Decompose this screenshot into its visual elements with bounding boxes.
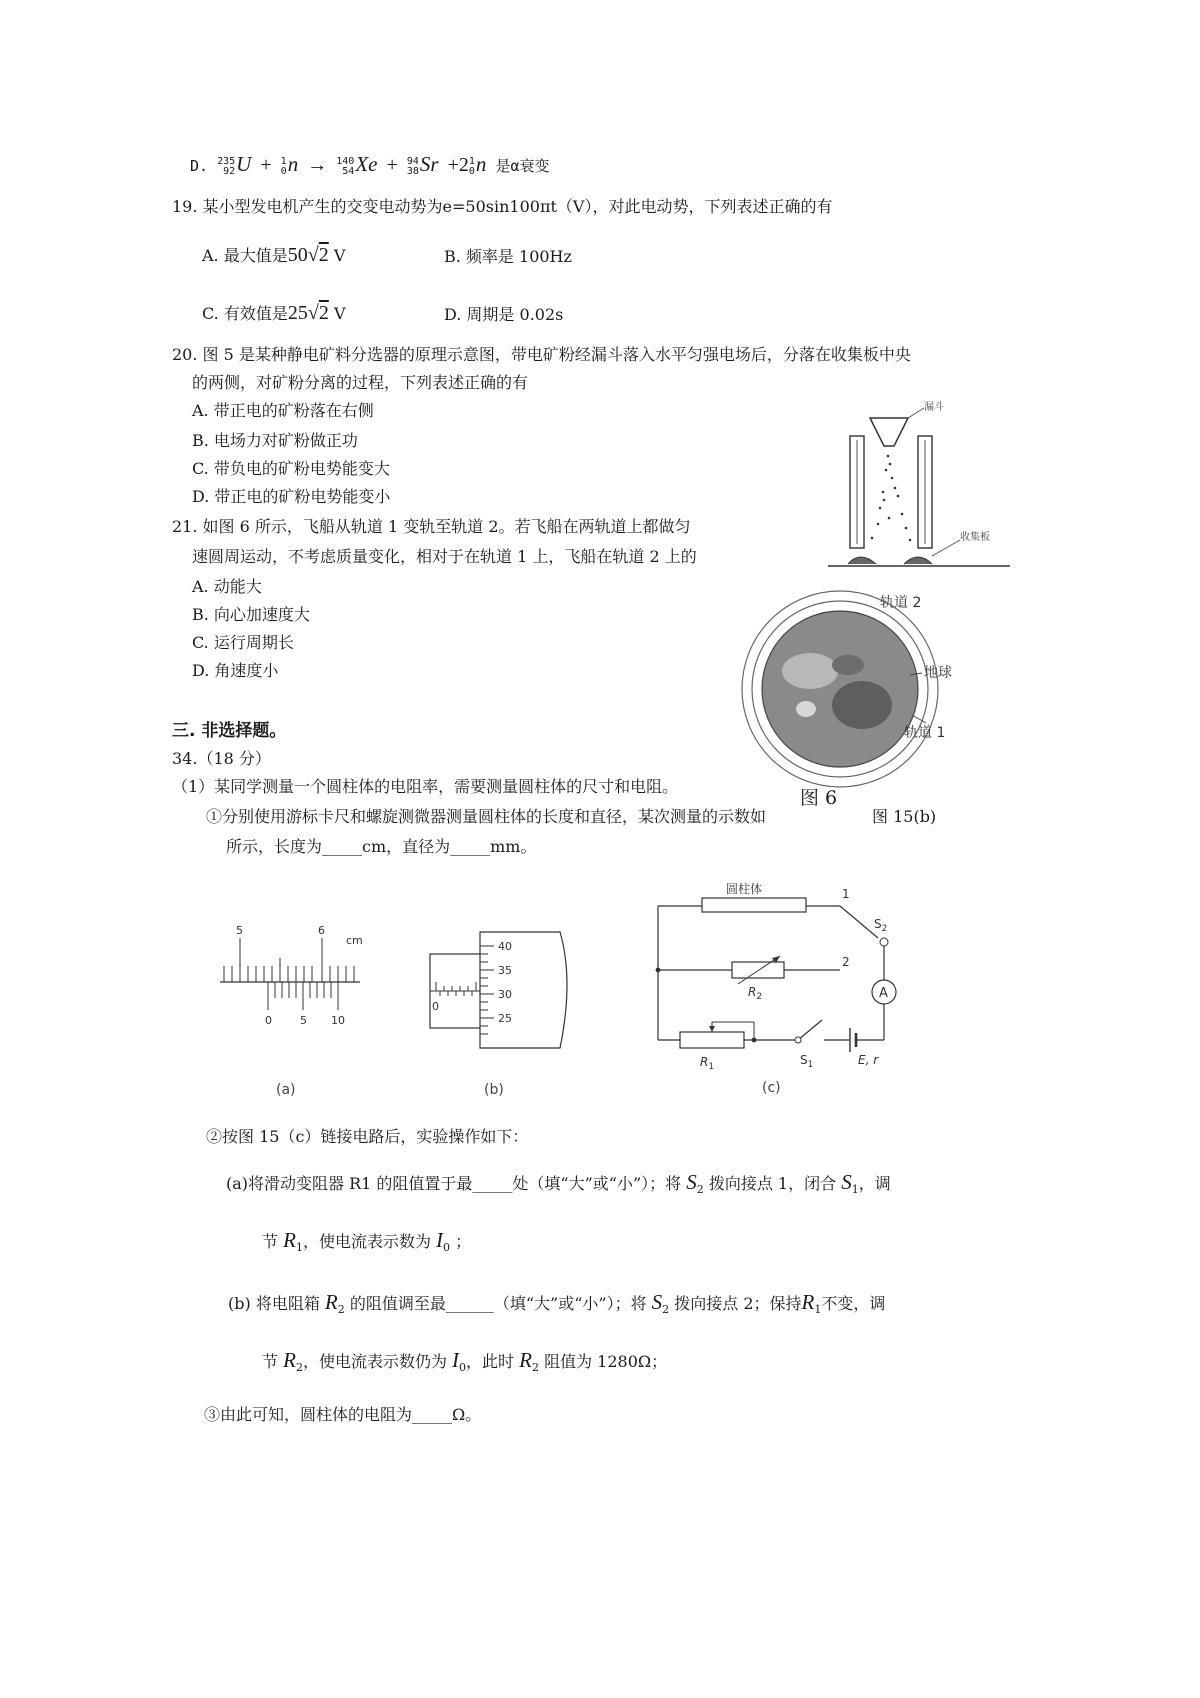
svg-text:5: 5: [300, 1014, 307, 1027]
svg-text:cm: cm: [346, 934, 363, 947]
micrometer-figure: [420, 910, 590, 1110]
nuclear-equation: 235 92U + 1 0n → 140 54Xe + 94 38Sr +21 0n: [217, 152, 487, 177]
figure-c-label: (c): [762, 1080, 781, 1096]
q20-stem-line2: 的两侧，对矿粉分离的过程，下列表述正确的有: [192, 373, 529, 392]
micrometer-thimble: [480, 932, 567, 1048]
q34-step3: ③由此可知，圆柱体的电阻为_____Ω。: [204, 1405, 482, 1424]
orbit-1-label: 轨道 1: [904, 725, 946, 741]
section-title: 三. 非选择题。: [172, 721, 287, 741]
main-scale-ticks: [224, 938, 354, 982]
orbit-2-label: 轨道 2: [880, 595, 922, 611]
sqrt-sign: √: [307, 302, 319, 324]
q19-option-d: D. 周期是 0.02s: [444, 305, 564, 324]
q34-step2-a-line2: 节 $R_1$，使电流表示数为 $I_0$ ；: [262, 1228, 472, 1254]
q20-option-b: B. 电场力对矿粉做正功: [192, 431, 358, 450]
svg-text:A: A: [879, 986, 888, 1001]
earth-label: 地球: [924, 665, 952, 681]
svg-text:R1: $R_1$: [700, 1055, 715, 1072]
q21-stem-line1: 21. 如图 6 所示，飞船从轨道 1 变轨至轨道 2。若飞船在两轨道上都做匀: [172, 517, 691, 536]
circuit-figure: [640, 870, 940, 1100]
q34-step2-b-line1: (b) 将电阻箱 $R_2$ 的阻值调至最______（填“大”或“小”）；将 $S_2$ 拨向接点 2；保持$R_1$不变，调: [228, 1290, 886, 1316]
q19-option-a: A. 最大值是50√2 V: [202, 244, 346, 266]
q34-step2-b-line2: 节 $R_2$，使电流表示数仍为 $I_0$，此时 $R_2$ 阻值为 1280Ω；: [262, 1348, 668, 1374]
rheostat-r1: [680, 1032, 744, 1048]
svg-text:R2: $R_2$: [748, 985, 763, 1002]
q34-step1-figref: 图 15(b): [872, 807, 937, 826]
funnel-label: 漏斗: [924, 402, 944, 413]
funnel-shape: [870, 418, 908, 446]
figure-b-label: (b): [484, 1082, 504, 1098]
plate-label: 收集板: [960, 532, 990, 543]
q34-header: 34.（18 分）: [172, 749, 271, 768]
q21-stem-line2: 速圆周运动，不考虑质量变化，相对于在轨道 1 上，飞船在轨道 2 上的: [192, 547, 697, 566]
q19-stem: 19. 某小型发电机产生的交变电动势为e=50sin100πt（V），对此电动势，下列表述正确的有: [172, 197, 833, 216]
switch-s2: [840, 906, 878, 938]
svg-text:30: 30: [498, 988, 512, 1001]
svg-text:6: 6: [318, 924, 325, 937]
orbit-figure: [730, 585, 970, 815]
svg-text:1: 1: [842, 887, 850, 901]
figure-a-label: (a): [276, 1082, 296, 1098]
q21-option-b: B. 向心加速度大: [192, 605, 310, 624]
q20-option-d: D. 带正电的矿粉电势能变小: [192, 487, 391, 506]
svg-text:2: 2: [842, 955, 850, 969]
q34-step1-line1: ①分别使用游标卡尺和螺旋测微器测量圆柱体的长度和直径，某次测量的示数如: [206, 807, 767, 826]
svg-text:E, r: E, r: [858, 1053, 879, 1067]
q34-step2-a-line1: (a)将滑动变阻器 R1 的阻值置于最_____处（填“大”或“小”）；将 $S_2$ 拨向接点 1，闭合 $S_1$，调: [226, 1170, 891, 1196]
option-text: 是α衰变: [495, 157, 550, 175]
ore-pile: [848, 557, 932, 564]
svg-text:S2: $S_2$: [874, 917, 888, 934]
q18-option-d: [190, 150, 549, 180]
switch-s1: [798, 1020, 822, 1040]
separator-figure: [820, 400, 1020, 580]
svg-text:25: 25: [498, 1012, 512, 1025]
svg-text:35: 35: [498, 964, 512, 977]
q19-option-b: B. 频率是 100Hz: [444, 247, 572, 266]
vernier-caliper-figure: [210, 910, 370, 1110]
option-label: D.: [190, 157, 209, 175]
svg-text:S1: $S_1$: [800, 1053, 814, 1070]
vernier-scale-ticks: [268, 982, 338, 1010]
resistor-box-r2: [732, 962, 784, 978]
q34-part1: （1）某同学测量一个圆柱体的电阻率，需要测量圆柱体的尺寸和电阻。: [172, 777, 679, 796]
q20-stem-line1: 20. 图 5 是某种静电矿料分选器的原理示意图，带电矿粉经漏斗落入水平匀强电场后，分落在收集板中央: [172, 345, 911, 364]
q20-option-a: A. 带正电的矿粉落在右侧: [192, 401, 374, 420]
q21-option-d: D. 角速度小: [192, 661, 279, 680]
q19-option-c: C. 有效值是25√2 V: [202, 302, 346, 324]
svg-text:0: 0: [432, 1000, 439, 1013]
q20-option-c: C. 带负电的矿粉电势能变大: [192, 459, 390, 478]
ore-particles: [871, 455, 912, 542]
svg-text:5: 5: [236, 924, 243, 937]
svg-text:0: 0: [265, 1014, 272, 1027]
svg-text:40: 40: [498, 940, 512, 953]
sqrt-sign: √: [307, 244, 319, 266]
q21-option-a: A. 动能大: [192, 577, 262, 596]
svg-text:10: 10: [331, 1014, 345, 1027]
q21-option-c: C. 运行周期长: [192, 633, 294, 652]
svg-text:圆柱体: 圆柱体: [726, 882, 763, 896]
cylinder-resistor: [702, 898, 806, 912]
q34-step2: ②按图 15（c）链接电路后，实验操作如下：: [206, 1127, 529, 1146]
q34-step1-line2: 所示，长度为_____cm，直径为_____mm。: [226, 837, 537, 856]
figure-6-caption: 图 6: [800, 787, 838, 809]
